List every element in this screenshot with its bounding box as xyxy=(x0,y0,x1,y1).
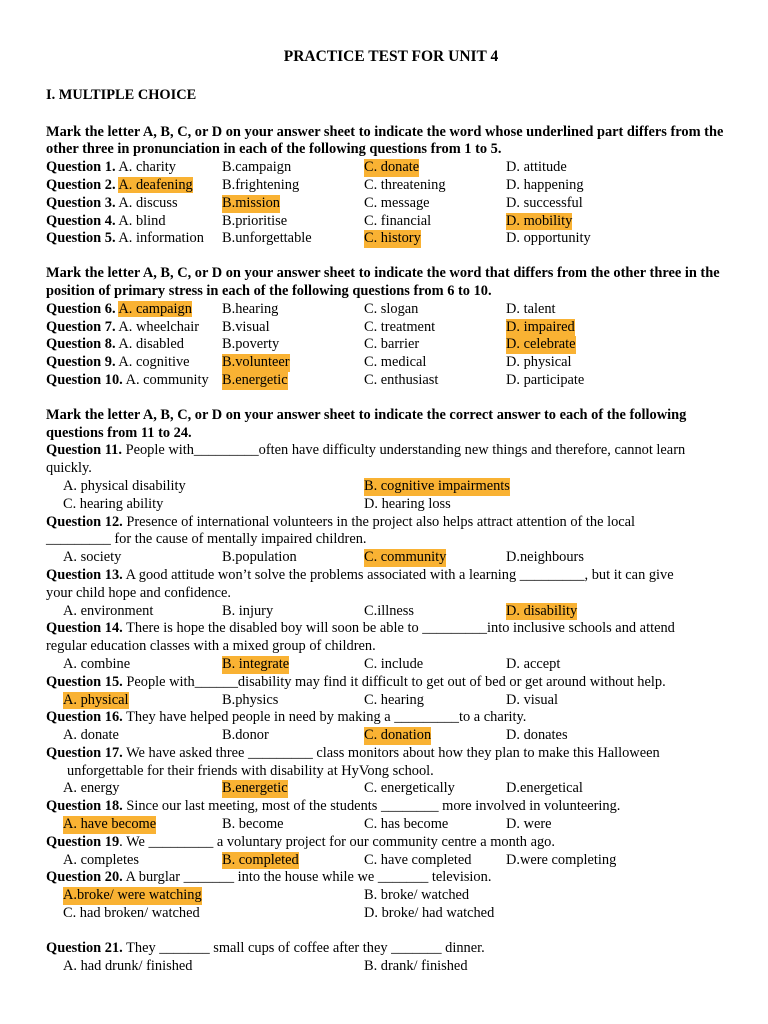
q18-option-d[interactable]: D. were xyxy=(506,816,552,833)
q19-option-c[interactable]: C. have completed xyxy=(364,851,472,868)
option-b[interactable]: B.prioritise xyxy=(222,212,288,229)
option-d[interactable]: D. attitude xyxy=(506,159,567,176)
stress-question-row xyxy=(46,372,736,390)
question-11-options-row2 xyxy=(46,496,736,514)
option-a[interactable]: A. wheelchair xyxy=(118,318,200,335)
option-b[interactable]: B.campaign xyxy=(222,159,292,176)
option-c[interactable]: C. history xyxy=(364,230,421,247)
q19-option-a[interactable]: A. completes xyxy=(63,851,139,868)
question-15-options xyxy=(46,692,736,710)
question-13-stem: Question 13. A good attitude won’t solve the problems associated with a learning _________, but it can give xyxy=(46,566,674,583)
question-18-stem: Question 18. Since our last meeting, most of the students ________ more involved in volunteering. xyxy=(46,798,621,815)
q14-option-c[interactable]: C. include xyxy=(364,655,424,672)
stress-question-row xyxy=(46,301,736,319)
option-a[interactable]: A. blind xyxy=(118,212,166,229)
option-a[interactable]: A. cognitive xyxy=(118,354,190,371)
option-b[interactable]: B.volunteer xyxy=(222,354,290,371)
question-20-stem: Question 20. A burglar _______ into the house while we _______ television. xyxy=(46,869,492,886)
stress-questions xyxy=(46,301,736,390)
instruction-grammar-vocab: Mark the letter A, B, C, or D on your answer sheet to indicate the correct answer to each of the following questions from 11 to 24. xyxy=(46,406,687,441)
question-15-stem: Question 15. People with______disability may find it difficult to get out of bed or get around without help. xyxy=(46,673,666,690)
option-a[interactable]: A. deafening xyxy=(118,176,193,193)
q12-option-b[interactable]: B.population xyxy=(222,549,297,566)
q13-option-d[interactable]: D. disability xyxy=(506,602,578,619)
question-label: Question 2. A. deafening xyxy=(46,176,193,193)
q13-option-b[interactable]: B. injury xyxy=(222,602,274,619)
q20-option-c[interactable]: C. had broken/ watched xyxy=(63,905,200,922)
q18-option-c[interactable]: C. has become xyxy=(364,816,449,833)
question-21-stem: Question 21. They _______ small cups of coffee after they _______ dinner. xyxy=(46,939,485,956)
q11-option-d[interactable]: D. hearing loss xyxy=(364,495,451,512)
option-a[interactable]: A. disabled xyxy=(118,336,184,353)
q15-option-c[interactable]: C. hearing xyxy=(364,691,424,708)
option-c[interactable]: C. message xyxy=(364,194,430,211)
pronunciation-question-row xyxy=(46,195,736,213)
question-label: Question 6. A. campaign xyxy=(46,300,192,317)
option-b[interactable]: B.hearing xyxy=(222,300,279,317)
option-a[interactable]: A. information xyxy=(118,230,204,247)
stress-question-row xyxy=(46,336,736,354)
q19-option-d[interactable]: D.were completing xyxy=(506,851,617,868)
question-12-stem: Question 12. Presence of international volunteers in the project also helps attract attention of the local xyxy=(46,513,636,530)
stress-question-row xyxy=(46,319,736,337)
option-d[interactable]: D. mobility xyxy=(506,212,573,229)
q15-option-b[interactable]: B.physics xyxy=(222,691,279,708)
option-d[interactable]: D. opportunity xyxy=(506,230,591,247)
q17-option-b[interactable]: B.energetic xyxy=(222,780,288,797)
option-b[interactable]: B.mission xyxy=(222,194,280,211)
option-c[interactable]: C. donate xyxy=(364,159,420,176)
question-11-stem: Question 11. People with_________often have difficulty understanding new things and therefore, cannot learn xyxy=(46,442,686,459)
option-d[interactable]: D. successful xyxy=(506,194,583,211)
option-c[interactable]: C. threatening xyxy=(364,176,446,193)
q17-option-c[interactable]: C. energetically xyxy=(364,780,455,797)
q11-option-a[interactable]: A. physical disability xyxy=(63,477,186,494)
question-16-options xyxy=(46,727,736,745)
q20-option-d[interactable]: D. broke/ had watched xyxy=(364,905,495,922)
pronunciation-question-row xyxy=(46,177,736,195)
option-a[interactable]: A. campaign xyxy=(118,300,192,317)
question-20-options-row1 xyxy=(46,887,736,905)
pronunciation-question-row xyxy=(46,213,736,231)
option-d[interactable]: D. happening xyxy=(506,176,584,193)
option-d[interactable]: D. celebrate xyxy=(506,336,576,353)
q12-option-c[interactable]: C. community xyxy=(364,549,447,566)
option-a[interactable]: A. discuss xyxy=(118,194,178,211)
q17-option-a[interactable]: A. energy xyxy=(63,780,120,797)
question-label: Question 5. A. information xyxy=(46,230,204,247)
q16-option-c[interactable]: C. donation xyxy=(364,727,432,744)
q12-option-d[interactable]: D.neighbours xyxy=(506,549,584,566)
question-19-stem: Question 19. We _________ a voluntary project for our community centre a month ago. xyxy=(46,833,555,850)
option-c[interactable]: C. financial xyxy=(364,212,432,229)
q11-option-c[interactable]: C. hearing ability xyxy=(63,495,164,512)
question-21-options xyxy=(46,958,736,976)
pronunciation-question-row xyxy=(46,159,736,177)
question-17-options xyxy=(46,780,736,798)
option-b[interactable]: B.energetic xyxy=(222,371,288,388)
stress-question-row xyxy=(46,354,736,372)
q18-option-b[interactable]: B. become xyxy=(222,816,284,833)
question-label: Question 9. A. cognitive xyxy=(46,354,190,371)
option-b[interactable]: B.unforgettable xyxy=(222,230,312,247)
q16-option-b[interactable]: B.donor xyxy=(222,727,269,744)
question-label: Question 1. A. charity xyxy=(46,159,176,176)
question-13-options xyxy=(46,603,736,621)
option-c[interactable]: C. medical xyxy=(364,354,427,371)
page-title: PRACTICE TEST FOR UNIT 4 xyxy=(283,48,499,65)
q14-option-b[interactable]: B. integrate xyxy=(222,655,290,672)
q14-option-d[interactable]: D. accept xyxy=(506,655,561,672)
q20-option-b[interactable]: B. broke/ watched xyxy=(364,887,470,904)
option-d[interactable]: D. impaired xyxy=(506,318,575,335)
instruction-stress: Mark the letter A, B, C, or D on your answer sheet to indicate the word that differs from the other three in the position of primary stress in each of the following questions from 6 to 10. xyxy=(46,265,720,299)
question-label: Question 8. A. disabled xyxy=(46,336,184,353)
question-20-options-row2 xyxy=(46,905,736,923)
q14-option-a[interactable]: A. combine xyxy=(63,655,131,672)
question-17-stem: Question 17. We have asked three _________ class monitors about how they plan to make this Halloween xyxy=(46,744,660,761)
question-14-stem: Question 14. There is hope the disabled boy will soon be able to _________into inclusive schools and attend xyxy=(46,620,675,637)
question-label: Question 7. A. wheelchair xyxy=(46,318,200,335)
worksheet-page: PRACTICE TEST FOR UNIT 4 I. MULTIPLE CHOICE Mark the letter A, B, C, or D on your answer sheet to indicate the word whose underlined part differs from the other three in pronunciation in each of the following questions from 1 to 5. Question 1. A. charity B.campaign C. donate D. attitude Question 2. A. deafening B.frightening C. threatening D. happening Question 3. A. discuss B.mission C. message D. successful Question 4. A. blind B.prioritise C. financial D. mobility Question 5. A. information B.unforgettable C. history D. opportunity Mark the letter A, B, C, or D on your answer sheet to indicate the word that differs from the other three in the position of primary stress in each of the following questions from 6 to 10. Question 6. A. campaign B.hearing C. slogan D. talent Question 7. A. wheelchair B.visual C. treatment D. impaired Question 8. A. disabled B.poverty C. barrier D. celebrate Question 9. A. cognitive B.volunteer C. medical D. physical Question 10. A. community B.energetic C. enthusiast D. participate Mark the letter A, B, C, or D on your answer sheet to indicate the correct answer to each of the following questions from 11 to 24. Question 11. People with_________often have difficulty understanding new things and therefore, cannot learn quickly. A. physical disability B. cognitive impairments C. hearing ability D. hearing loss Question 12. Presence of international volunteers in the project also helps attract attention of the local _________ for the cause of mentally impaired children. A. society B.population C. community D.neighbours Question 13. A good attitude won’t solve the problems associated with a learning _________, but it can give your child hope and confidence. A. environment B. injury C.illness D. disability Question 14. There is hope the disabled boy will soon be able to _________into inclusive schools and attend regular education classes with a mixed group of children. A. combine B. integrate C. include D. accept Question 15. People with______disability may find it difficult to get out of bed or get around without help. A. physical B.physics C. hearing D. visual Question 16. They have helped people in need by making a _________to a charity. A. donate B.donor C. donation D. donates Question 17. We have asked three _________ class monitors about how they plan to make this Halloween unforgettable for their friends with disability at HyVong school. A. energy B.energetic C. energetically D.energetical Question 18. Since our last meeting, most of the students ________ more involved in volunteering. A. have become B. become C. has become D. were Question 19. We _________ a voluntary project for our community centre a month ago. A. completes B. completed C. have completed D.were completing Question 20. A burglar _______ into the house while we _______ television. A.broke/ were watching B. broke/ watched C. had broken/ watched D. broke/ had watched Question 21. They _______ small cups of coffee after they _______ dinner. A. had drunk/ finished B. drank/ finished xyxy=(46,48,736,975)
option-d[interactable]: D. talent xyxy=(506,300,556,317)
option-b[interactable]: B.visual xyxy=(222,318,270,335)
question-11-options-row1 xyxy=(46,478,736,496)
q18-option-a[interactable]: A. have become xyxy=(63,816,157,833)
q11-option-b[interactable]: B. cognitive impairments xyxy=(364,477,510,494)
option-d[interactable]: D. participate xyxy=(506,371,585,388)
q21-option-b[interactable]: B. drank/ finished xyxy=(364,957,468,974)
question-label: Question 4. A. blind xyxy=(46,212,166,229)
question-label: Question 3. A. discuss xyxy=(46,194,178,211)
q13-option-a[interactable]: A. environment xyxy=(63,602,154,619)
option-d[interactable]: D. physical xyxy=(506,354,572,371)
section-heading: I. MULTIPLE CHOICE xyxy=(46,86,197,103)
q19-option-b[interactable]: B. completed xyxy=(222,851,299,868)
option-c[interactable]: C. treatment xyxy=(364,318,436,335)
q16-option-d[interactable]: D. donates xyxy=(506,727,568,744)
q15-option-d[interactable]: D. visual xyxy=(506,691,558,708)
pronunciation-questions xyxy=(46,159,736,248)
q12-option-a[interactable]: A. society xyxy=(63,549,122,566)
option-b[interactable]: B.poverty xyxy=(222,336,280,353)
q16-option-a[interactable]: A. donate xyxy=(63,727,119,744)
q13-option-c[interactable]: C.illness xyxy=(364,602,414,619)
question-label: Question 10. A. community xyxy=(46,371,209,388)
question-11-label: Question 11. xyxy=(46,442,122,459)
question-14-options xyxy=(46,656,736,674)
question-12-options xyxy=(46,549,736,567)
option-a[interactable]: A. community xyxy=(125,371,209,388)
q21-option-a[interactable]: A. had drunk/ finished xyxy=(63,957,193,974)
question-18-options xyxy=(46,816,736,834)
q15-option-a[interactable]: A. physical xyxy=(63,691,129,708)
q20-option-a[interactable]: A.broke/ were watching xyxy=(63,887,202,904)
question-19-options xyxy=(46,852,736,870)
instruction-pronunciation: Mark the letter A, B, C, or D on your answer sheet to indicate the word whose underlined part differs from the other three in pronunciation in each of the following questions from 1 to 5. xyxy=(46,123,724,158)
q17-option-d[interactable]: D.energetical xyxy=(506,780,583,797)
option-c[interactable]: C. enthusiast xyxy=(364,371,439,388)
question-16-stem: Question 16. They have helped people in need by making a _________to a charity. xyxy=(46,709,527,726)
option-b[interactable]: B.frightening xyxy=(222,176,300,193)
option-c[interactable]: C. slogan xyxy=(364,300,419,317)
pronunciation-question-row xyxy=(46,230,736,248)
option-c[interactable]: C. barrier xyxy=(364,336,420,353)
option-a[interactable]: A. charity xyxy=(118,159,176,176)
